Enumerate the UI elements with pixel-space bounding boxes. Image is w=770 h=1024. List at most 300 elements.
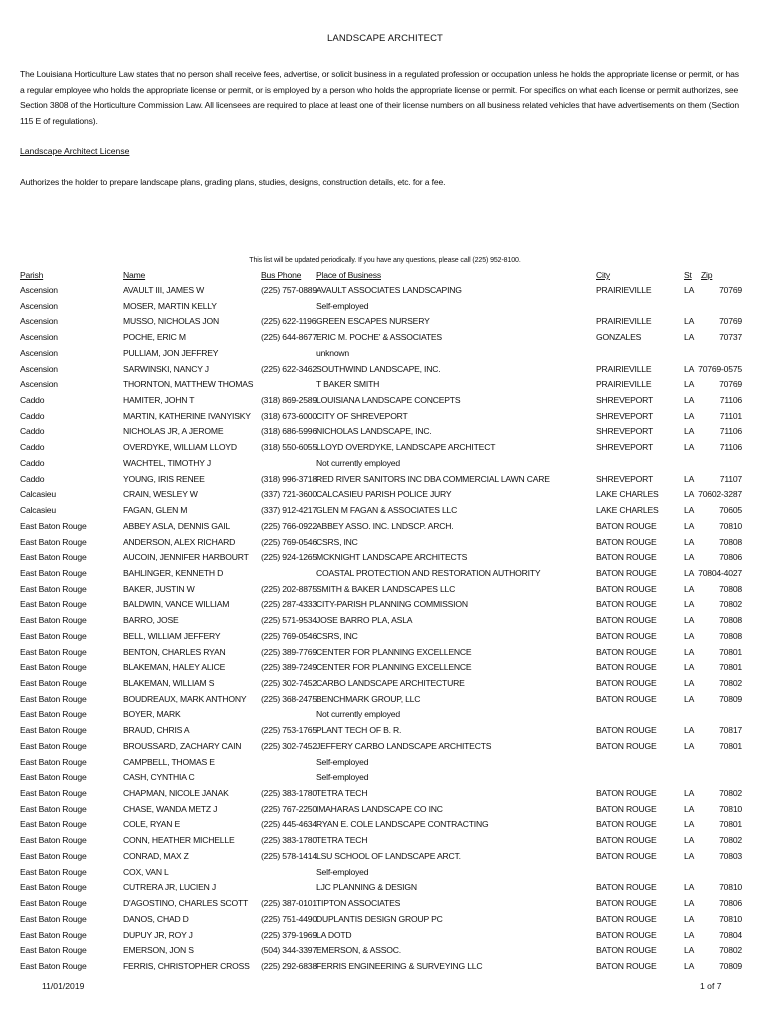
cell-name: MARTIN, KATHERINE IVANYISKY [123, 410, 251, 421]
cell-parish: East Baton Rouge [20, 725, 87, 736]
cell-place-of-business: TETRA TECH [316, 835, 368, 846]
cell-state: LA [684, 898, 695, 909]
cell-place-of-business: IMAHARAS LANDSCAPE CO INC [316, 803, 443, 814]
cell-parish: East Baton Rouge [20, 583, 87, 594]
cell-zip: 70808 [719, 536, 742, 547]
cell-city: BATON ROUGE [596, 960, 657, 971]
table-row [0, 442, 770, 458]
cell-state: LA [684, 882, 695, 893]
table-row [0, 332, 770, 348]
cell-city: PRAIRIEVILLE [596, 363, 652, 374]
cell-zip: 70602-3287 [698, 489, 742, 500]
cell-bus-phone: (225) 302-7452 [261, 740, 317, 751]
cell-state: LA [684, 819, 695, 830]
cell-bus-phone: (225) 383-1780 [261, 788, 317, 799]
cell-name: FAGAN, GLEN M [123, 505, 188, 516]
cell-zip: 70808 [719, 630, 742, 641]
cell-place-of-business: Not currently employed [316, 457, 400, 468]
cell-state: LA [684, 599, 695, 610]
cell-place-of-business: RED RIVER SANITORS INC DBA COMMERCIAL LAWN CARE [316, 473, 550, 484]
table-row [0, 395, 770, 411]
cell-place-of-business: Self-employed [316, 300, 369, 311]
cell-place-of-business: GREEN ESCAPES NURSERY [316, 316, 430, 327]
cell-city: BATON ROUGE [596, 567, 657, 578]
cell-place-of-business: PLANT TECH OF B. R. [316, 725, 402, 736]
cell-parish: East Baton Rouge [20, 536, 87, 547]
cell-zip: 70810 [719, 882, 742, 893]
cell-city: SHREVEPORT [596, 395, 654, 406]
cell-place-of-business: FERRIS ENGINEERING & SURVEYING LLC [316, 960, 483, 971]
cell-parish: East Baton Rouge [20, 552, 87, 563]
table-row [0, 741, 770, 757]
cell-name: CRAIN, WESLEY W [123, 489, 198, 500]
cell-zip: 70808 [719, 583, 742, 594]
cell-state: LA [684, 835, 695, 846]
cell-name: CONN, HEATHER MICHELLE [123, 835, 235, 846]
cell-bus-phone: (318) 996-3718 [261, 473, 317, 484]
cell-parish: Ascension [20, 363, 58, 374]
cell-zip: 70801 [719, 819, 742, 830]
cell-place-of-business: JOSE BARRO PLA, ASLA [316, 615, 413, 626]
cell-name: CHASE, WANDA METZ J [123, 803, 218, 814]
table-row [0, 552, 770, 568]
cell-parish: Ascension [20, 300, 58, 311]
cell-parish: East Baton Rouge [20, 662, 87, 673]
header-zip: Zip [701, 270, 713, 280]
cell-bus-phone: (318) 686-5996 [261, 426, 317, 437]
cell-place-of-business: TIPTON ASSOCIATES [316, 898, 401, 909]
cell-bus-phone: (225) 924-1265 [261, 552, 317, 563]
cell-name: CHAPMAN, NICOLE JANAK [123, 788, 229, 799]
cell-city: BATON ROUGE [596, 850, 657, 861]
header-city: City [596, 270, 610, 280]
cell-parish: Caddo [20, 457, 45, 468]
cell-place-of-business: LOUISIANA LANDSCAPE CONCEPTS [316, 395, 461, 406]
cell-city: SHREVEPORT [596, 426, 654, 437]
cell-city: BATON ROUGE [596, 693, 657, 704]
table-row [0, 316, 770, 332]
cell-name: YOUNG, IRIS RENEE [123, 473, 205, 484]
cell-zip: 70808 [719, 615, 742, 626]
table-row [0, 599, 770, 615]
cell-state: LA [684, 929, 695, 940]
cell-city: BATON ROUGE [596, 646, 657, 657]
cell-state: LA [684, 316, 695, 327]
cell-place-of-business: CENTER FOR PLANNING EXCELLENCE [316, 646, 472, 657]
cell-name: BARRO, JOSE [123, 615, 179, 626]
cell-name: DUPUY JR, ROY J [123, 929, 193, 940]
table-row [0, 772, 770, 788]
cell-bus-phone: (225) 445-4634 [261, 819, 317, 830]
table-row [0, 694, 770, 710]
cell-place-of-business: RYAN E. COLE LANDSCAPE CONTRACTING [316, 819, 489, 830]
cell-place-of-business: LLOYD OVERDYKE, LANDSCAPE ARCHITECT [316, 442, 496, 453]
intro-paragraph: The Louisiana Horticulture Law states that no person shall receive fees, advertise, or solicit business in a regulated profession or occupation unless he holds the appropriate license or permit, or has a regular employee who holds the appropriate license or permit, or is employed by a person who holds the appropriate license or permit. For specifics on what each license or permit authorizes, see Section 3808 of the Horticulture Commission Law. All licensees are required to place at least one of their license numbers on all business related vehicles that have advertisements on them (Section 115 E of regulations). [20, 69, 739, 126]
license-heading: Landscape Architect License [20, 146, 130, 156]
cell-state: LA [684, 646, 695, 657]
cell-zip: 70769 [719, 316, 742, 327]
cell-name: AVAULT III, JAMES W [123, 285, 205, 295]
cell-name: CONRAD, MAX Z [123, 850, 189, 861]
cell-zip: 70801 [719, 646, 742, 657]
cell-parish: East Baton Rouge [20, 599, 87, 610]
cell-parish: East Baton Rouge [20, 567, 87, 578]
cell-parish: East Baton Rouge [20, 646, 87, 657]
cell-parish: East Baton Rouge [20, 960, 87, 971]
cell-place-of-business: COASTAL PROTECTION AND RESTORATION AUTHORITY [316, 567, 541, 578]
cell-place-of-business: CALCASIEU PARISH POLICE JURY [316, 489, 452, 500]
cell-city: BATON ROUGE [596, 740, 657, 751]
cell-zip: 71101 [719, 410, 742, 421]
cell-place-of-business: LSU SCHOOL OF LANDSCAPE ARCT. [316, 850, 461, 861]
cell-name: CASH, CYNTHIA C [123, 772, 195, 783]
cell-state: LA [684, 583, 695, 594]
cell-parish: East Baton Rouge [20, 929, 87, 940]
table-row [0, 537, 770, 553]
cell-zip: 70801 [719, 740, 742, 751]
cell-bus-phone: (337) 721-3600 [261, 489, 317, 500]
cell-name: POCHE, ERIC M [123, 332, 186, 343]
license-description: Authorizes the holder to prepare landscape plans, grading plans, studies, designs, construction details, etc. for a fee. [20, 177, 446, 187]
cell-parish: Caddo [20, 426, 45, 437]
cell-name: D'AGOSTINO, CHARLES SCOTT [123, 898, 249, 909]
cell-name: SARWINSKI, NANCY J [123, 363, 209, 374]
cell-bus-phone: (504) 344-3397 [261, 945, 317, 956]
cell-parish: East Baton Rouge [20, 835, 87, 846]
table-row [0, 757, 770, 773]
cell-name: OVERDYKE, WILLIAM LLOYD [123, 442, 237, 453]
cell-name: WACHTEL, TIMOTHY J [123, 457, 211, 468]
table-row [0, 489, 770, 505]
cell-city: BATON ROUGE [596, 630, 657, 641]
cell-state: LA [684, 520, 695, 531]
cell-zip: 70809 [719, 960, 742, 971]
cell-bus-phone: (225) 757-0889 [261, 285, 317, 295]
cell-name: BRAUD, CHRIS A [123, 725, 190, 736]
cell-state: LA [684, 552, 695, 563]
cell-bus-phone: (318) 550-6055 [261, 442, 317, 453]
cell-name: BAHLINGER, KENNETH D [123, 567, 224, 578]
cell-name: AUCOIN, JENNIFER HARBOURT [123, 552, 249, 563]
cell-bus-phone: (225) 368-2475 [261, 693, 317, 704]
table-row [0, 788, 770, 804]
cell-city: BATON ROUGE [596, 678, 657, 688]
cell-state: LA [684, 740, 695, 751]
cell-city: BATON ROUGE [596, 929, 657, 940]
cell-parish: Ascension [20, 332, 58, 343]
table-header [0, 270, 770, 286]
cell-state: LA [684, 332, 695, 343]
header-place-of-business: Place of Business [316, 270, 381, 280]
cell-name: BELL, WILLIAM JEFFERY [123, 630, 221, 641]
cell-parish: East Baton Rouge [20, 630, 87, 641]
cell-parish: Ascension [20, 379, 58, 390]
table-row [0, 584, 770, 600]
cell-name: ABBEY ASLA, DENNIS GAIL [123, 520, 231, 531]
cell-parish: East Baton Rouge [20, 709, 87, 720]
footer-page-number: 1 of 7 [700, 981, 722, 991]
cell-zip: 70737 [719, 332, 742, 343]
cell-bus-phone: (318) 673-6000 [261, 410, 317, 421]
cell-city: BATON ROUGE [596, 662, 657, 673]
cell-bus-phone: (225) 379-1969 [261, 929, 317, 940]
cell-name: THORNTON, MATTHEW THOMAS [123, 379, 254, 390]
table-row [0, 615, 770, 631]
table-row [0, 898, 770, 914]
cell-place-of-business: Self-employed [316, 866, 369, 877]
table-row [0, 945, 770, 961]
cell-state: LA [684, 395, 695, 406]
cell-parish: Caddo [20, 442, 45, 453]
cell-state: LA [684, 442, 695, 453]
cell-zip: 70802 [719, 678, 742, 688]
header-name: Name [123, 270, 146, 280]
cell-place-of-business: TETRA TECH [316, 788, 368, 799]
cell-bus-phone: (225) 622-1196 [261, 316, 317, 327]
cell-zip: 70802 [719, 835, 742, 846]
table-row [0, 647, 770, 663]
cell-place-of-business: JEFFERY CARBO LANDSCAPE ARCHITECTS [316, 740, 492, 751]
cell-city: BATON ROUGE [596, 945, 657, 956]
cell-place-of-business: CENTER FOR PLANNING EXCELLENCE [316, 662, 472, 673]
cell-zip: 70804 [719, 929, 742, 940]
cell-name: BROUSSARD, ZACHARY CAIN [123, 740, 242, 751]
cell-parish: East Baton Rouge [20, 772, 87, 783]
cell-state: LA [684, 693, 695, 704]
table-row [0, 930, 770, 946]
cell-state: LA [684, 615, 695, 626]
table-row [0, 882, 770, 898]
cell-place-of-business: CITY-PARISH PLANNING COMMISSION [316, 599, 468, 610]
table-row [0, 631, 770, 647]
cell-parish: East Baton Rouge [20, 866, 87, 877]
cell-state: LA [684, 662, 695, 673]
cell-state: LA [684, 945, 695, 956]
cell-parish: East Baton Rouge [20, 740, 87, 751]
table-row [0, 474, 770, 490]
cell-city: SHREVEPORT [596, 442, 654, 453]
cell-zip: 70804-4027 [698, 567, 742, 578]
cell-city: BATON ROUGE [596, 583, 657, 594]
update-note: This list will be updated periodically. If you have any questions, please call (225) 952-8100. [249, 257, 521, 264]
cell-city: BATON ROUGE [596, 520, 657, 531]
table-row [0, 867, 770, 883]
cell-bus-phone: (225) 753-1765 [261, 725, 317, 736]
cell-state: LA [684, 960, 695, 971]
cell-place-of-business: BENCHMARK GROUP, LLC [316, 693, 421, 704]
cell-city: BATON ROUGE [596, 725, 657, 736]
table-row [0, 458, 770, 474]
cell-city: BATON ROUGE [596, 552, 657, 563]
cell-place-of-business: Self-employed [316, 772, 369, 783]
cell-bus-phone: (225) 302-7452 [261, 678, 317, 688]
cell-parish: Ascension [20, 285, 58, 295]
cell-zip: 70810 [719, 913, 742, 924]
cell-name: DANOS, CHAD D [123, 913, 189, 924]
cell-parish: Calcasieu [20, 489, 56, 500]
cell-city: PRAIRIEVILLE [596, 285, 652, 295]
cell-parish: East Baton Rouge [20, 819, 87, 830]
cell-parish: East Baton Rouge [20, 788, 87, 799]
cell-parish: East Baton Rouge [20, 850, 87, 861]
cell-bus-phone: (337) 912-4217 [261, 505, 317, 516]
cell-state: LA [684, 410, 695, 421]
cell-bus-phone: (225) 389-7769 [261, 646, 317, 657]
cell-parish: Calcasieu [20, 505, 56, 516]
table-row [0, 348, 770, 364]
table-row [0, 835, 770, 851]
cell-state: LA [684, 725, 695, 736]
cell-city: BATON ROUGE [596, 599, 657, 610]
cell-state: LA [684, 473, 695, 484]
cell-city: LAKE CHARLES [596, 489, 659, 500]
cell-place-of-business: Self-employed [316, 756, 369, 767]
table-row [0, 364, 770, 380]
cell-state: LA [684, 536, 695, 547]
cell-bus-phone: (225) 202-8875 [261, 583, 317, 594]
cell-name: MUSSO, NICHOLAS JON [123, 316, 219, 327]
cell-place-of-business: DUPLANTIS DESIGN GROUP PC [316, 913, 443, 924]
cell-city: SHREVEPORT [596, 473, 654, 484]
cell-name: BALDWIN, VANCE WILLIAM [123, 599, 230, 610]
cell-city: BATON ROUGE [596, 835, 657, 846]
cell-bus-phone: (225) 769-0546 [261, 536, 317, 547]
cell-bus-phone: (225) 292-6838 [261, 960, 317, 971]
cell-parish: East Baton Rouge [20, 882, 87, 893]
cell-parish: Caddo [20, 410, 45, 421]
cell-state: LA [684, 505, 695, 516]
cell-zip: 70806 [719, 898, 742, 909]
cell-bus-phone: (225) 287-4333 [261, 599, 317, 610]
cell-city: BATON ROUGE [596, 803, 657, 814]
cell-name: HAMITER, JOHN T [123, 395, 195, 406]
cell-place-of-business: CITY OF SHREVEPORT [316, 410, 408, 421]
cell-zip: 70806 [719, 552, 742, 563]
cell-state: LA [684, 379, 695, 390]
cell-state: LA [684, 678, 695, 688]
cell-zip: 70802 [719, 788, 742, 799]
cell-parish: East Baton Rouge [20, 913, 87, 924]
cell-place-of-business: CSRS, INC [316, 536, 358, 547]
table-row [0, 426, 770, 442]
cell-place-of-business: CARBO LANDSCAPE ARCHITECTURE [316, 678, 465, 688]
cell-place-of-business: NICHOLAS LANDSCAPE, INC. [316, 426, 432, 437]
cell-state: LA [684, 803, 695, 814]
table-row [0, 662, 770, 678]
cell-name: COLE, RYAN E [123, 819, 180, 830]
cell-parish: East Baton Rouge [20, 693, 87, 704]
cell-place-of-business: ABBEY ASSO. INC. LNDSCP. ARCH. [316, 520, 454, 531]
cell-zip: 70769-0575 [698, 363, 742, 374]
cell-parish: East Baton Rouge [20, 520, 87, 531]
cell-zip: 70802 [719, 599, 742, 610]
cell-name: BOYER, MARK [123, 709, 181, 720]
cell-zip: 70809 [719, 693, 742, 704]
cell-parish: East Baton Rouge [20, 756, 87, 767]
cell-parish: Ascension [20, 347, 58, 358]
cell-bus-phone: (225) 389-7249 [261, 662, 317, 673]
table-row [0, 379, 770, 395]
cell-zip: 70769 [719, 379, 742, 390]
table-row [0, 804, 770, 820]
cell-bus-phone: (225) 767-2250 [261, 803, 317, 814]
table-row [0, 301, 770, 317]
cell-bus-phone: (225) 644-8677 [261, 332, 317, 343]
cell-parish: East Baton Rouge [20, 898, 87, 909]
cell-name: FERRIS, CHRISTOPHER CROSS [123, 960, 250, 971]
cell-zip: 70810 [719, 803, 742, 814]
cell-state: LA [684, 285, 695, 295]
cell-city: BATON ROUGE [596, 913, 657, 924]
cell-zip: 70803 [719, 850, 742, 861]
cell-state: LA [684, 913, 695, 924]
cell-place-of-business: unknown [316, 347, 350, 358]
cell-name: PULLIAM, JON JEFFREY [123, 347, 219, 358]
cell-place-of-business: SOUTHWIND LANDSCAPE, INC. [316, 363, 441, 374]
header-parish: Parish [20, 270, 44, 280]
cell-city: PRAIRIEVILLE [596, 316, 652, 327]
cell-zip: 71107 [719, 473, 742, 484]
cell-name: ANDERSON, ALEX RICHARD [123, 536, 236, 547]
cell-bus-phone: (225) 622-3462 [261, 363, 317, 374]
cell-place-of-business: SMITH & BAKER LANDSCAPES LLC [316, 583, 456, 594]
cell-zip: 71106 [719, 426, 742, 437]
cell-place-of-business: LA DOTD [316, 929, 352, 940]
cell-bus-phone: (225) 751-4490 [261, 913, 317, 924]
cell-city: SHREVEPORT [596, 410, 654, 421]
cell-name: EMERSON, JON S [123, 945, 194, 956]
licensee-table-body [0, 285, 770, 985]
table-row [0, 521, 770, 537]
cell-city: BATON ROUGE [596, 898, 657, 909]
cell-name: BENTON, CHARLES RYAN [123, 646, 226, 657]
cell-bus-phone: (225) 571-9534 [261, 615, 317, 626]
cell-place-of-business: AVAULT ASSOCIATES LANDSCAPING [316, 285, 462, 295]
cell-zip: 70817 [719, 725, 742, 736]
cell-name: CAMPBELL, THOMAS E [123, 756, 215, 767]
cell-place-of-business: ERIC M. POCHE' & ASSOCIATES [316, 332, 442, 343]
cell-place-of-business: GLEN M FAGAN & ASSOCIATES LLC [316, 505, 458, 516]
cell-name: MOSER, MARTIN KELLY [123, 300, 217, 311]
cell-parish: Caddo [20, 473, 45, 484]
cell-parish: East Baton Rouge [20, 615, 87, 626]
cell-zip: 70810 [719, 520, 742, 531]
cell-parish: East Baton Rouge [20, 945, 87, 956]
cell-parish: East Baton Rouge [20, 678, 87, 688]
footer-date: 11/01/2019 [42, 981, 85, 991]
cell-city: BATON ROUGE [596, 819, 657, 830]
cell-place-of-business: MCKNIGHT LANDSCAPE ARCHITECTS [316, 552, 468, 563]
table-row [0, 709, 770, 725]
table-row [0, 851, 770, 867]
cell-zip: 71106 [719, 442, 742, 453]
table-row [0, 725, 770, 741]
cell-place-of-business: Not currently employed [316, 709, 400, 720]
cell-parish: Caddo [20, 395, 45, 406]
cell-city: LAKE CHARLES [596, 505, 659, 516]
cell-parish: Ascension [20, 316, 58, 327]
cell-place-of-business: T BAKER SMITH [316, 379, 380, 390]
cell-state: LA [684, 363, 695, 374]
cell-bus-phone: (225) 387-0101 [261, 898, 317, 909]
table-row [0, 505, 770, 521]
cell-state: LA [684, 489, 695, 500]
table-row [0, 411, 770, 427]
cell-city: BATON ROUGE [596, 536, 657, 547]
cell-bus-phone: (225) 766-0922 [261, 520, 317, 531]
cell-name: BLAKEMAN, HALEY ALICE [123, 662, 226, 673]
table-row [0, 678, 770, 694]
